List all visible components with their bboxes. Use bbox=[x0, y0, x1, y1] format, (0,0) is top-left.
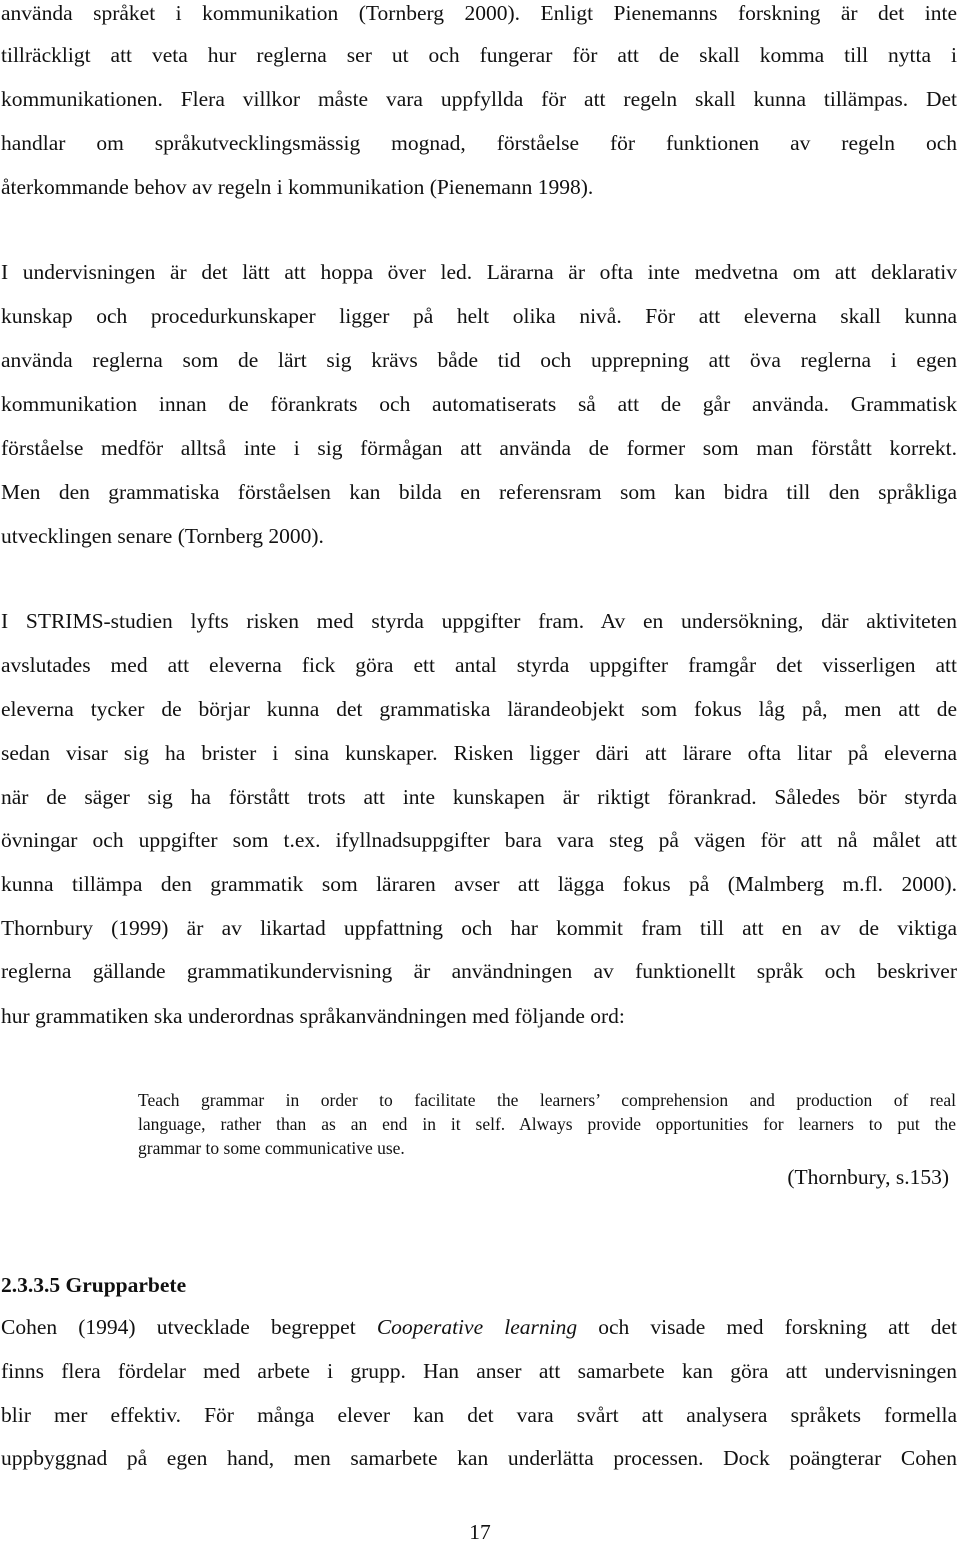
section-heading: 2.3.3.5 Grupparbete bbox=[1, 1273, 187, 1297]
body-text-line: hur grammatiken ska underordnas språkanvändningen med följande ord: bbox=[1, 1004, 625, 1028]
line-text: Cohen (1994) utvecklade begreppet bbox=[1, 1315, 377, 1339]
body-text-line: kommunikationen. Flera villkor måste vara uppfyllda för att regeln skall kunna tillämpas. Det bbox=[1, 87, 957, 111]
body-text-line: utvecklingen senare (Tornberg 2000). bbox=[1, 524, 324, 548]
body-text-line: när de säger sig ha förstått trots att inte kunskapen är riktigt förankrad. Således bör styrda bbox=[1, 785, 957, 809]
body-text-line: I undervisningen är det lätt att hoppa över led. Lärarna är ofta inte medvetna om att deklarativ bbox=[1, 260, 957, 284]
body-text-line: Men den grammatiska förståelsen kan bilda en referensram som kan bidra till den språkliga bbox=[1, 480, 957, 504]
quote-line: grammar to some communicative use. bbox=[138, 1138, 405, 1158]
body-text-line: återkommande behov av regeln i kommunikation (Pienemann 1998). bbox=[1, 175, 594, 199]
body-text-line: övningar och uppgifter som t.ex. ifyllnadsuppgifter bara vara steg på vägen för att nå målet att bbox=[1, 828, 957, 852]
body-text-line: använda språket i kommunikation (Tornberg 2000). Enligt Pienemanns forskning är det inte bbox=[1, 1, 957, 25]
body-text-line: sedan visar sig ha brister i sina kunskaper. Risken ligger däri att lärare ofta litar på eleverna bbox=[1, 741, 957, 765]
body-text-line: handlar om språkutvecklingsmässig mognad, förståelse för funktionen av regeln och bbox=[1, 131, 957, 155]
body-text-line: uppbyggnad på egen hand, men samarbete kan underlätta processen. Dock poängterar Cohen bbox=[1, 1446, 957, 1470]
body-text-line: kommunikation innan de förankrats och automatiserats så att de går använda. Grammatisk bbox=[1, 392, 957, 416]
body-text-line: använda reglerna som de lärt sig krävs både tid och upprepning att öva reglerna i egen bbox=[1, 348, 957, 372]
body-text-line bbox=[1, 1314, 957, 1340]
body-text-line: blir mer effektiv. För många elever kan det vara svårt att analysera språkets formella bbox=[1, 1403, 957, 1427]
body-text-line: kunskap och procedurkunskaper ligger på helt olika nivå. För att eleverna skall kunna bbox=[1, 304, 957, 328]
body-text-line: finns flera fördelar med arbete i grupp. Han anser att samarbete kan göra att undervisningen bbox=[1, 1359, 957, 1383]
quote-citation: (Thornbury, s.153) bbox=[787, 1165, 949, 1189]
body-text-line: tillräckligt att veta hur reglerna ser ut och fungerar för att de skall komma till nytta i bbox=[1, 43, 957, 67]
body-text-line: förståelse medför alltså inte i sig förmågan att använda de former som man förstått korrekt. bbox=[1, 436, 957, 460]
quote-line: language, rather than as an end in it self. Always provide opportunities for learners to put the bbox=[138, 1114, 956, 1134]
quote-line: Teach grammar in order to facilitate the learners’ comprehension and production of real bbox=[138, 1090, 956, 1110]
body-text-line: avslutades med att eleverna fick göra ett antal styrda uppgifter framgår det visserligen att bbox=[1, 653, 957, 677]
body-text-line: reglerna gällande grammatikundervisning är användningen av funktionellt språk och beskriver bbox=[1, 959, 957, 983]
body-text-line: I STRIMS-studien lyfts risken med styrda uppgifter fram. Av en undersökning, där aktiviteten bbox=[1, 609, 957, 633]
page-number: 17 bbox=[469, 1520, 491, 1544]
term-cooperative-learning: Cooperative learning bbox=[376, 1315, 578, 1339]
body-text-line: kunna tillämpa den grammatik som läraren avser att lägga fokus på (Malmberg m.fl. 2000). bbox=[1, 872, 957, 896]
body-text-line: eleverna tycker de börjar kunna det grammatiska lärandeobjekt som fokus låg på, men att de bbox=[1, 697, 957, 721]
line-text: och visade med forskning att det bbox=[577, 1315, 957, 1339]
body-text-line: Thornbury (1999) är av likartad uppfattning och har kommit fram till att en av de viktiga bbox=[1, 916, 957, 940]
